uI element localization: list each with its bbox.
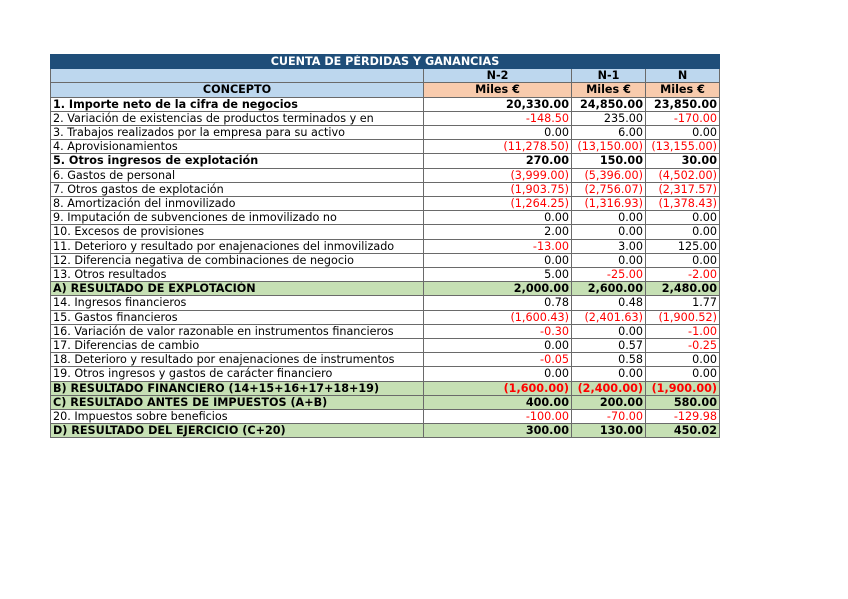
value-cell-n[interactable]: (1,378.43) (646, 197, 720, 211)
value-cell-n-2[interactable]: -0.05 (424, 353, 572, 367)
value-cell-n-2[interactable]: 0.00 (424, 253, 572, 267)
value-cell-n-1[interactable]: 0.00 (572, 253, 646, 267)
table-row (51, 140, 720, 154)
title-row (51, 55, 720, 69)
value-cell-n-2[interactable]: 2,000.00 (424, 282, 572, 296)
value-cell-n-1[interactable]: (13,150.00) (572, 140, 646, 154)
concept-cell[interactable]: 19. Otros ingresos y gastos de carácter financiero (51, 367, 424, 381)
value-cell-n-1[interactable]: (1,316.93) (572, 197, 646, 211)
concept-cell[interactable]: 6. Gastos de personal (51, 168, 424, 182)
value-cell-n-1[interactable]: 6.00 (572, 126, 646, 140)
value-cell-n-1[interactable]: 3.00 (572, 239, 646, 253)
table-row (51, 111, 720, 125)
value-cell-n-1[interactable]: 0.48 (572, 296, 646, 310)
value-cell-n-2[interactable]: (1,600.43) (424, 310, 572, 324)
table-row (51, 126, 720, 140)
concept-cell[interactable]: 16. Variación de valor razonable en instrumentos financieros (51, 324, 424, 338)
value-cell-n-1[interactable]: -70.00 (572, 410, 646, 424)
value-cell-n-1[interactable]: -25.00 (572, 268, 646, 282)
table-row (51, 154, 720, 168)
concept-cell[interactable]: 4. Aprovisionamientos (51, 140, 424, 154)
value-cell-n[interactable]: 0.00 (646, 367, 720, 381)
value-cell-n-2[interactable]: 300.00 (424, 424, 572, 438)
concept-cell[interactable]: 1. Importe neto de la cifra de negocios (51, 97, 424, 111)
value-cell-n-2[interactable]: (1,903.75) (424, 182, 572, 196)
concept-cell[interactable]: 2. Variación de existencias de productos terminados y en (51, 111, 424, 125)
value-cell-n-2[interactable]: 2.00 (424, 225, 572, 239)
value-cell-n[interactable]: 0.00 (646, 211, 720, 225)
concept-cell[interactable]: A) RESULTADO DE EXPLOTACIÓN (51, 282, 424, 296)
total-row (51, 282, 720, 296)
value-cell-n[interactable]: 580.00 (646, 395, 720, 409)
table-row (51, 197, 720, 211)
year-header-n[interactable]: N (646, 69, 720, 83)
concept-cell[interactable]: 5. Otros ingresos de explotación (51, 154, 424, 168)
value-cell-n-2[interactable]: -0.30 (424, 324, 572, 338)
concept-cell[interactable]: 15. Gastos financieros (51, 310, 424, 324)
concept-cell[interactable]: 13. Otros resultados (51, 268, 424, 282)
value-cell-n[interactable]: 125.00 (646, 239, 720, 253)
empty-header-cell[interactable] (51, 69, 424, 83)
table-row (51, 239, 720, 253)
value-cell-n[interactable]: 450.02 (646, 424, 720, 438)
value-cell-n-1[interactable]: 130.00 (572, 424, 646, 438)
table-row (51, 211, 720, 225)
value-cell-n[interactable]: -0.25 (646, 339, 720, 353)
value-cell-n-2[interactable]: (11,278.50) (424, 140, 572, 154)
concept-header[interactable]: CONCEPTO (51, 83, 424, 97)
value-cell-n-2[interactable]: -100.00 (424, 410, 572, 424)
total-row (51, 395, 720, 409)
table-row (51, 97, 720, 111)
value-cell-n-2[interactable]: (1,264.25) (424, 197, 572, 211)
table-row (51, 168, 720, 182)
concept-cell[interactable]: 3. Trabajos realizados por la empresa para su activo (51, 126, 424, 140)
value-cell-n-2[interactable]: 0.00 (424, 211, 572, 225)
concept-cell[interactable]: B) RESULTADO FINANCIERO (14+15+16+17+18+19) (51, 381, 424, 395)
table-row (51, 367, 720, 381)
concept-cell[interactable]: 8. Amortización del inmovilizado (51, 197, 424, 211)
value-cell-n-2[interactable]: (1,600.00) (424, 381, 572, 395)
value-cell-n[interactable]: (2,317.57) (646, 182, 720, 196)
value-cell-n-2[interactable]: 5.00 (424, 268, 572, 282)
value-cell-n-1[interactable]: 2,600.00 (572, 282, 646, 296)
value-cell-n-2[interactable]: 0.00 (424, 126, 572, 140)
value-cell-n-2[interactable]: -13.00 (424, 239, 572, 253)
units-row (51, 83, 720, 97)
concept-cell[interactable]: D) RESULTADO DEL EJERCICIO (C+20) (51, 424, 424, 438)
concept-cell[interactable]: 14. Ingresos financieros (51, 296, 424, 310)
value-cell-n-2[interactable]: 400.00 (424, 395, 572, 409)
total-row (51, 381, 720, 395)
value-cell-n-1[interactable]: 0.00 (572, 211, 646, 225)
value-cell-n[interactable]: (1,900.52) (646, 310, 720, 324)
value-cell-n-1[interactable]: 0.00 (572, 367, 646, 381)
value-cell-n-1[interactable]: (5,396.00) (572, 168, 646, 182)
concept-cell[interactable]: 9. Imputación de subvenciones de inmovilizado no (51, 211, 424, 225)
value-cell-n[interactable]: (4,502.00) (646, 168, 720, 182)
concept-cell[interactable]: C) RESULTADO ANTES DE IMPUESTOS (A+B) (51, 395, 424, 409)
income-statement-table (50, 54, 720, 438)
table-row (51, 253, 720, 267)
unit-header[interactable]: Miles € (646, 83, 720, 97)
unit-header[interactable]: Miles € (572, 83, 646, 97)
value-cell-n-2[interactable]: 270.00 (424, 154, 572, 168)
table-row (51, 268, 720, 282)
value-cell-n-1[interactable]: 150.00 (572, 154, 646, 168)
value-cell-n-2[interactable]: 0.00 (424, 339, 572, 353)
year-header-n-2[interactable]: N-2 (424, 69, 572, 83)
value-cell-n-1[interactable]: 0.58 (572, 353, 646, 367)
spreadsheet (50, 54, 720, 438)
table-row (51, 296, 720, 310)
value-cell-n[interactable]: 0.00 (646, 353, 720, 367)
value-cell-n[interactable]: 30.00 (646, 154, 720, 168)
value-cell-n-1[interactable]: 0.57 (572, 339, 646, 353)
table-row (51, 310, 720, 324)
value-cell-n-1[interactable]: 235.00 (572, 111, 646, 125)
concept-cell[interactable]: 7. Otros gastos de explotación (51, 182, 424, 196)
value-cell-n[interactable]: (13,155.00) (646, 140, 720, 154)
value-cell-n[interactable]: -1.00 (646, 324, 720, 338)
year-header-n-1[interactable]: N-1 (572, 69, 646, 83)
value-cell-n[interactable]: -129.98 (646, 410, 720, 424)
value-cell-n[interactable]: (1,900.00) (646, 381, 720, 395)
value-cell-n[interactable]: 23,850.00 (646, 97, 720, 111)
value-cell-n[interactable]: 0.00 (646, 126, 720, 140)
value-cell-n-1[interactable]: 0.00 (572, 225, 646, 239)
value-cell-n[interactable]: 1.77 (646, 296, 720, 310)
table-title[interactable]: CUENTA DE PÉRDIDAS Y GANANCIAS (51, 55, 720, 69)
value-cell-n-2[interactable]: 0.78 (424, 296, 572, 310)
value-cell-n-1[interactable]: (2,400.00) (572, 381, 646, 395)
value-cell-n[interactable]: 0.00 (646, 225, 720, 239)
value-cell-n[interactable]: -170.00 (646, 111, 720, 125)
value-cell-n-2[interactable]: -148.50 (424, 111, 572, 125)
value-cell-n-2[interactable]: (3,999.00) (424, 168, 572, 182)
years-row (51, 69, 720, 83)
concept-cell[interactable]: 20. Impuestos sobre beneficios (51, 410, 424, 424)
value-cell-n-2[interactable]: 0.00 (424, 367, 572, 381)
value-cell-n-1[interactable]: (2,401.63) (572, 310, 646, 324)
value-cell-n[interactable]: 2,480.00 (646, 282, 720, 296)
table-row (51, 324, 720, 338)
concept-cell[interactable]: 18. Deterioro y resultado por enajenaciones de instrumentos (51, 353, 424, 367)
table-row (51, 353, 720, 367)
table-row (51, 225, 720, 239)
total-row (51, 424, 720, 438)
value-cell-n-1[interactable]: 200.00 (572, 395, 646, 409)
value-cell-n[interactable]: 0.00 (646, 253, 720, 267)
concept-cell[interactable]: 10. Excesos de provisiones (51, 225, 424, 239)
table-row (51, 410, 720, 424)
unit-header[interactable]: Miles € (424, 83, 572, 97)
value-cell-n-1[interactable]: 24,850.00 (572, 97, 646, 111)
value-cell-n-1[interactable]: (2,756.07) (572, 182, 646, 196)
concept-cell[interactable]: 17. Diferencias de cambio (51, 339, 424, 353)
value-cell-n-1[interactable]: 0.00 (572, 324, 646, 338)
value-cell-n-2[interactable]: 20,330.00 (424, 97, 572, 111)
table-row (51, 182, 720, 196)
table-row (51, 339, 720, 353)
value-cell-n[interactable]: -2.00 (646, 268, 720, 282)
concept-cell[interactable]: 11. Deterioro y resultado por enajenaciones del inmovilizado (51, 239, 424, 253)
concept-cell[interactable]: 12. Diferencia negativa de combinaciones de negocio (51, 253, 424, 267)
